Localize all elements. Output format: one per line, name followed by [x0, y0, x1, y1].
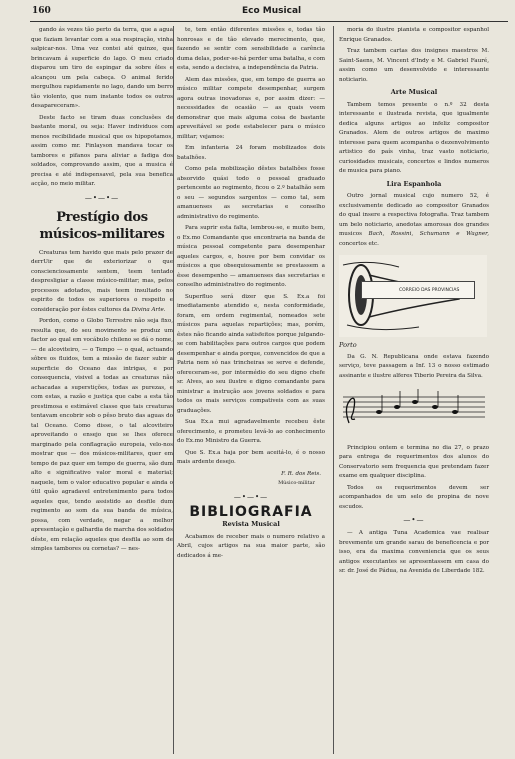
paragraph: Que S. Ex.a haja por bem aceitá-lo, é o nosso mais ardente desejo.	[177, 449, 325, 465]
page-header	[32, 6, 502, 20]
music-staff-ornament-icon	[339, 387, 489, 435]
subsection-title: Lira Espanhola	[386, 179, 442, 188]
paragraph-text: Outro jornal musical cujo numero 52, é exclusivamente dedicado ao compositor Granados do qual insere a respectiva fotografia. Traz tambem um belo noticiario, anedotas amorosas dos grandes musicos	[339, 193, 489, 237]
subsection-title: Revista Musical	[222, 520, 280, 528]
column-2	[177, 26, 325, 563]
paragraph: Deste facto se tiram duas conclusões de bastante moral, ou seja: Haver individuos com menos recibilidade musical que os hipopotamos, assim como mr. Finlayson mandava tocar os tambores e pifanos para aliviar a fadiga dos soldados, comprovando assim, que a musica é precisa e até indispensavel, pela sua benefica acção, no meio militar.	[31, 114, 173, 187]
paragraph: — A antiga Tuna Academica vae realisar brevemente um grande sarau de beneficencia e por isso, era da maxima conveniencia que os seus antigos executantes se apresentassem em casa do sr. dr. José de Pádua, na Avenida de Liberdade 182.	[339, 530, 489, 574]
paragraph: Para suprir esta falta, lembrou-se, e muito bem, o Ex.mo Comandante que encontraria na banda de música pessoal competente para desempenhar aqueles cargos, e, houve por bem convidar os músicos a que obsequiosamente se prestassem a êsse desempenho — amanuenses das secretarias e conselho administrativo do regimento.	[177, 225, 325, 288]
paragraph	[339, 192, 489, 249]
paragraph: te, tem então diferentes missões e, todas tão honrosas e de tão elevado merecimento, que, fazendo se sentir com sensibilidade a carência duma delas, poder-se-há perder uma batalha, e com esta, sendo a decisiva, a independência da Patria.	[177, 27, 325, 71]
subsection-title: Arte Musical	[390, 88, 438, 96]
author-role: Músico-militar	[278, 480, 315, 486]
article-title: Prestígio dos músicos-militares	[39, 209, 165, 242]
header-rule	[30, 21, 508, 22]
paragraph-text: Creaturas tem havido que mais pelo prazer de derrUir que de exteriorizar o que conscienciosamente sentem, teem tentado despresligiar a classe músico-militar; mas, pelos processos adotados, mais teem insultado no espirito de todos os superiores o respeito e consideração por êstes cultores da	[31, 249, 173, 313]
paragraph: moria do ilustre pianista e compositor espanhol Enrique Granados.	[339, 27, 489, 43]
paragraph: Acabamos de receber mais o numero relativo a Abril, cujos artigos na sua maior parte, são dedicados á me-	[177, 533, 325, 559]
journal-title: Eco Musical	[242, 6, 302, 16]
italic-text: Divina Arte.	[131, 306, 166, 313]
italic-text: Bach, Rossini, Schumann e Wagner,	[368, 231, 489, 237]
illustration-label: CORREIO DAS PROVINCIAS	[399, 288, 460, 293]
section-title-bibliografia: BIBLIOGRAFIA	[189, 503, 313, 520]
paragraph: Como pela mobilização dêstes batalhões fosse absorvido quási todo o pessoal graduado pertencente ao regimento, ficou o 2.º batalhão sem o seu — segundos sargentos — como tal, sem amanuenses as secretarias e conselho administrativo do regimento.	[177, 166, 325, 220]
author-signature: F. R. dos Reis.	[281, 470, 321, 477]
ornament-divider: —•—•—	[233, 492, 269, 501]
paragraph: Pordon, como o Globo Terrestre não seja fixo, resulta que, do seu movimento se produz um factor ao qual em vocábulo chileno se dá o nome, — de alcoviteiro, — o Tempo — o qual, actuando sôbre os fluidos, tem a missão de fazer subir a superficie do Oceano das intrigas, e por consequencia, visivel a todas as creaturas não achacadas a superstições, todas as purezas, e com estas, a razão e justiça que cabe a esta tão prestimosa e estimável classe que tais creaturas tentavam encobrir sob o pêso bruto das aguas do tal Oceano. Como disse, o tal alcoviteiro aproveitando o ensejo que se lhes oferece marginado pela conflagração europeia, velo-nos mostrar que — dos músicos-militares, quer em tempo de paz quer em tempo de guerra, são dum alto e significativo valor moral e material; naquele, tem o valor educativo popular e ainda o útil quão agradavel entretenimento para todos aqueles que, tendo assistido ao desfile dum regimento ao som da sua banda de música, possa, com verdade, negar a melhor apresentação e galhardia de marcha dos soldados dêste, em relação aqueles que desfila ao som de simples tambores ou cornetas? — nes-	[31, 318, 173, 552]
column-divider	[333, 26, 334, 754]
paragraph: Traz tambem cartas dos insignes maestros M. Saint-Saens, M. Vincent d'Indy e M. Gabriel Fauré, assim como um desenvolvido e interessante noticiario.	[339, 48, 489, 83]
paragraph: Tambem temos presente o n.º 32 desta interessante e ilustrada revista, que igualmente dedica alguns artigos ao infeliz compositor Granados. Alem de outros artigos de maximo interesse para quem acompanha o dezenvolvimento artistico do país vinha, traz vasto noticiario, curiosidades musicais, concertos e lindos numeros de musica para piano.	[339, 101, 489, 174]
paragraph-text: concertos etc.	[339, 240, 379, 247]
correio-das-provincias-illustration	[339, 255, 487, 337]
paragraph: Em infanteria 24 foram mobilizados dois batalhões.	[177, 145, 325, 161]
paragraph: Todos os requerimentos devem ser acompanhados de um selo de propina de nove escudos.	[339, 484, 489, 510]
paragraph: Superfluo será dizer que S. Ex.a foi imediatamente atendido e, nesta conformidade, foram, em ordem regimental, nomeados sete músicos para aquelas repartições; mas, porém, êstes não ficando ainda satisfeitos porque julgando-se com habilitações para outros cargos que podem desempenhar e ainda porque, convencidos de que a Patria nem só nas trincheiras se serve e defende, ofereceram-se, por intermédio do seu digno chefe sr. Alves, ao seu ilustre e digno comandante para ministrar a instrução aos jovens soldados e para todos os mais serviços compativeis com as suas graduações.	[177, 293, 325, 414]
page-number: 160	[32, 6, 51, 16]
paragraph: Da G. N. Republicana onde estava fazendo serviço, teve passagem a Inf. 13 o nosso estimado assinante e ilustre alferes Tiberio Pereira da Silva.	[339, 353, 489, 379]
column-divider	[173, 26, 174, 754]
paragraph: Sua Ex.a mui agradavelmente recebeu êste oferecimento, e prometeu levá-lo ao conhecimento do Ex.mo Ministro da Guerra.	[177, 419, 325, 444]
paragraph: Principiou ontem e termina no dia 27, o prazo para entrega de requerimentos dos alunos do Conservatorio sem frequencia que pretendam fazer exame em qualquer disciplina.	[339, 444, 489, 479]
ornament-divider: —•—	[403, 516, 425, 524]
paragraph: Alem das missões, que, em tempo de guerra ao músico militar compete desempenhar, surgem agora outras inovadoras e, por assim dizer: — necessidades de ocasião — as quais veem demonstrar que mais alguma coisa de bastante apreveitável se pode estabelecer para o músico militar; vejamos:	[177, 76, 325, 140]
column-3	[339, 26, 489, 579]
column-1	[31, 26, 173, 557]
ornament-divider: —•—•—	[84, 193, 120, 202]
paragraph: gando ás vezes tão perto da terra, que a agua que faziam levantar com a sua respiração, vinha salpicar-nos. Uma vez contei até quinze, que brincavam á superficie do lago. O meu criado disparou um tiro de espingar da sobre êles e alcançou um pela cabeça. O animal ferido mergulhou rapidamente no lago, dando um berro tão violento, que num instante todos os outros desapareceram».	[31, 27, 173, 109]
section-location-label: Porto	[339, 341, 357, 349]
paragraph	[31, 249, 173, 316]
